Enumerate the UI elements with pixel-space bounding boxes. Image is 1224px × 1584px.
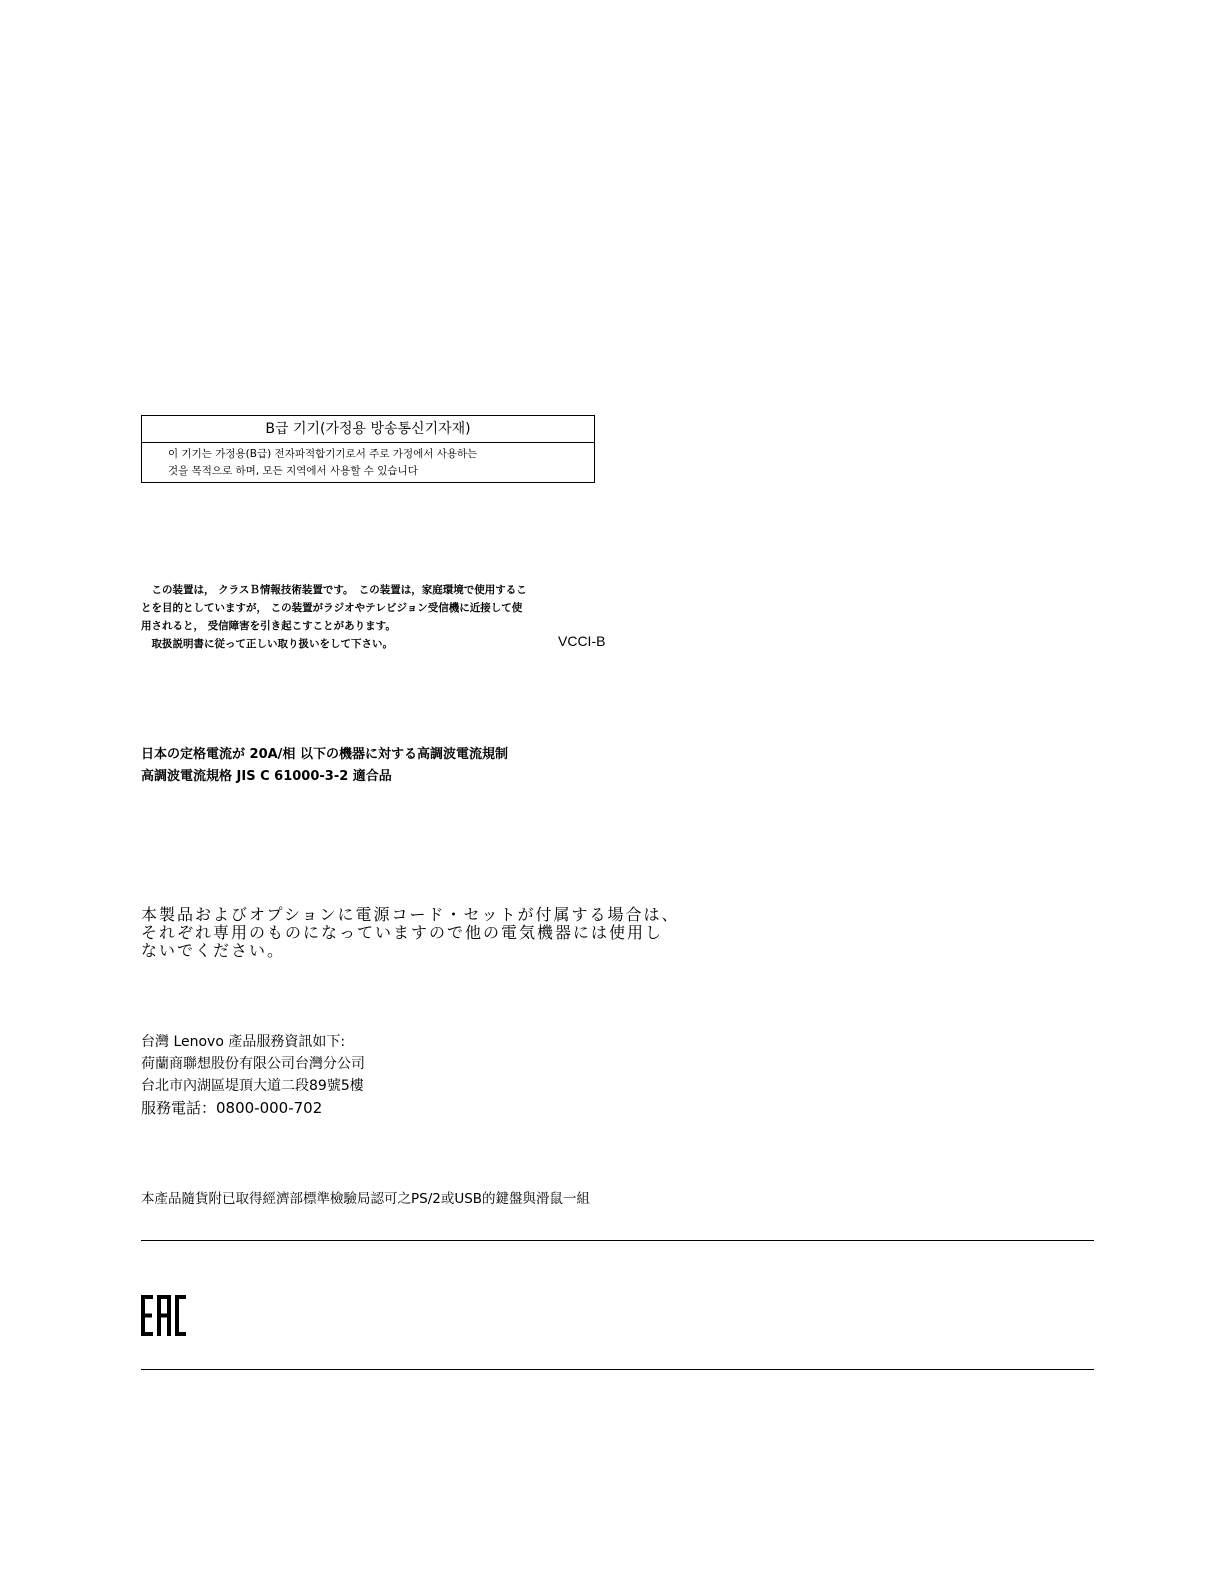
taiwan-service-phone: 服務電話：0800-000-702: [141, 1099, 323, 1117]
kc-notice-line: 이 기기는 가정용(B급) 전자파적합기기로서 주로 가정에서 사용하는: [168, 448, 478, 460]
power-cord-notice: [141, 906, 680, 960]
kc-notice-line: 것을 목적으로 하며, 모든 지역에서 사용할 수 있습니다: [168, 465, 418, 477]
kc-notice-box: [141, 415, 595, 483]
vcci-notice-line: この装置は， クラスＢ情報技術装置です。 この装置は，家庭環境で使用するこ: [141, 584, 527, 596]
power-cord-line: 本製品およびオプションに電源コード・セットが付属する場合は、: [141, 905, 680, 924]
vcci-mark-label: VCCI-B: [558, 633, 606, 649]
harmonic-notice-line: 日本の定格電流が 20A/相 以下の機器に対する高調波電流規制: [141, 747, 508, 762]
harmonic-current-notice: [141, 744, 508, 788]
eac-mark-icon: [141, 1295, 186, 1336]
divider-top: [141, 1240, 1094, 1241]
vcci-notice-line: 用されると， 受信障害を引き起こすことがあります。: [141, 620, 396, 632]
bsmi-notice: 本產品隨貨附已取得經濟部標準檢驗局認可之PS/2或USB的鍵盤與滑鼠一組: [141, 1191, 591, 1207]
power-cord-line: それぞれ専用のものになっていますので他の電気機器には使用し: [141, 923, 664, 942]
taiwan-address: 台北市內湖區堤頂大道二段89號5樓: [141, 1078, 364, 1094]
kc-notice-title: B급 기기(가정용 방송통신기자재): [142, 416, 594, 443]
divider-bottom: [141, 1369, 1094, 1370]
taiwan-service-info: [141, 1031, 365, 1119]
taiwan-info-line: 台灣 Lenovo 產品服務資訊如下:: [141, 1034, 346, 1050]
taiwan-company-name: 荷蘭商聯想股份有限公司台灣分公司: [141, 1056, 365, 1072]
kc-notice-body: [142, 443, 594, 480]
power-cord-line: ないでください。: [141, 941, 286, 960]
vcci-notice: [141, 581, 621, 653]
vcci-notice-line: とを目的としていますが， この装置がラジオやテレビジョン受信機に近接して使: [141, 602, 523, 614]
vcci-notice-line: 取扱説明書に従って正しい取り扱いをして下さい。: [141, 638, 393, 650]
harmonic-notice-line: 高調波電流規格 JIS C 61000-3-2 適合品: [141, 769, 392, 784]
